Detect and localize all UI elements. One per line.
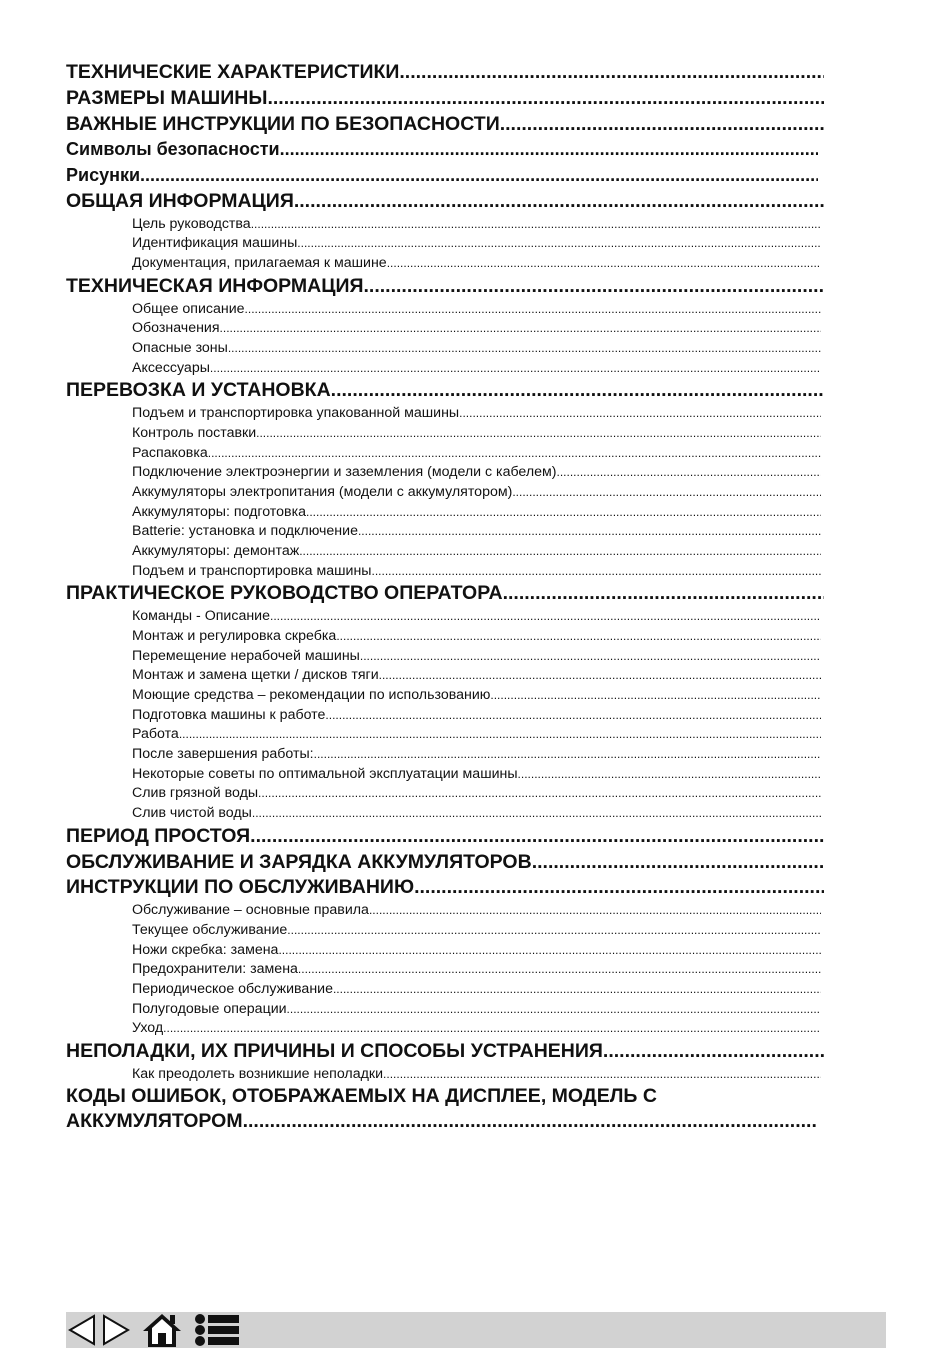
toc-subsection-entry[interactable] [66,804,821,824]
dot-leader [603,1039,824,1065]
toc-subsection-entry[interactable] [66,1000,821,1020]
table-of-contents [66,60,826,1134]
footer-navigation-bar [66,1312,886,1348]
toc-entry-title: ПРАКТИЧЕСКОЕ РУКОВОДСТВО ОПЕРАТОРА [66,582,503,605]
toc-subsection-entry[interactable] [66,1019,821,1039]
toc-subsection-entry[interactable] [66,725,821,745]
dot-leader [163,1019,821,1039]
toc-subsection-entry[interactable] [66,522,821,542]
toc-entry-title: Идентификация машины [132,235,298,252]
dot-leader [325,706,821,726]
dot-leader [490,686,821,706]
toc-entry-title: Периодическое обслуживание [132,980,333,997]
toc-entry-title: ТЕХНИЧЕСКИЕ ХАРАКТЕРИСТИКИ [66,61,400,83]
dot-leader [387,254,821,274]
toc-entry-title: Опасные зоны [132,340,228,357]
dot-leader [298,960,821,980]
toc-section-entry[interactable] [66,60,824,86]
dot-leader [258,784,821,804]
dot-leader [372,562,822,582]
toc-entry-title-line2: АККУМУЛЯТОРОМ [66,1110,243,1133]
dot-leader [243,1109,818,1134]
contents-list-icon[interactable] [192,1311,242,1349]
dot-leader [414,875,824,901]
toc-subsection-entry[interactable] [66,901,821,921]
toc-subsection-entry[interactable] [66,424,821,444]
dot-leader [297,234,821,254]
toc-entry-title: НЕПОЛАДКИ, ИХ ПРИЧИНЫ И СПОСОБЫ УСТРАНЕНИЯ [66,1039,603,1062]
toc-subsection-entry[interactable] [66,542,821,562]
toc-entry-title: ИНСТРУКЦИИ ПО ОБСЛУЖИВАНИЮ [66,876,415,899]
toc-section-entry[interactable] [66,581,824,607]
dot-leader [557,463,822,483]
toc-entry-title: Слив грязной воды [132,785,259,802]
dot-leader [280,137,818,163]
toc-subsection-entry[interactable] [66,562,821,582]
toc-subsection-entry[interactable] [66,607,821,627]
toc-subsection-entry[interactable] [66,254,821,274]
previous-page-icon[interactable] [66,1311,98,1349]
dot-leader [459,404,821,424]
toc-entry-title: Перемещение нерабочей машины [132,647,360,664]
toc-subsection-entry[interactable] [66,339,821,359]
toc-entry-title: Слив чистой воды [132,805,252,822]
toc-entry-title: РАЗМЕРЫ МАШИНЫ [66,86,268,109]
dot-leader [503,581,824,607]
toc-entry-title: ПЕРЕВОЗКА И УСТАНОВКА [66,379,331,402]
toc-entry-title: После завершения работы: [132,745,314,762]
toc-entry-title: Предохранители: замена [132,961,298,978]
dot-leader [228,339,821,359]
dot-leader [179,725,821,745]
toc-subsection-entry[interactable] [66,647,821,667]
dot-leader [252,804,821,824]
toc-entry-title: Обозначения [132,320,220,337]
dot-leader [399,60,824,86]
dot-leader [379,666,821,686]
dot-leader [278,941,821,961]
toc-entry-title: Аккумуляторы: демонтаж [132,543,300,559]
toc-section-entry[interactable] [66,137,818,163]
dot-leader [333,980,821,1000]
toc-section-entry[interactable] [66,824,824,850]
dot-leader [287,1000,821,1020]
toc-subsection-entry[interactable] [66,745,821,765]
home-icon[interactable] [140,1311,184,1349]
toc-entry-title: Уход [132,1020,164,1037]
dot-leader [140,163,818,189]
toc-entry-title: Подключение электроэнергии и заземления (модели с кабелем) [132,464,557,481]
toc-entry-title: Подъем и транспортировка упакованной машины [132,405,460,422]
toc-entry-title-line1: КОДЫ ОШИБОК, ОТОБРАЖАЕМЫХ НА ДИСПЛЕЕ, МОДЕЛЬ С [66,1085,657,1108]
toc-section-entry[interactable] [66,1039,824,1065]
toc-section-entry[interactable] [66,875,824,901]
toc-entry-title: Моющие средства – рекомендации по использованию [132,686,491,703]
dot-leader [331,378,824,404]
toc-subsection-entry[interactable] [66,765,821,785]
toc-subsection-entry[interactable] [66,686,821,706]
toc-entry-title: Аккумуляторы: подготовка [132,503,306,520]
dot-leader [512,483,821,503]
dot-leader [532,850,824,876]
toc-entry-title: Цель руководства [132,215,251,232]
toc-entry-title: Команды - Описание [132,608,270,625]
toc-entry-title: Некоторые советы по оптимальной эксплуатации машины [132,765,518,782]
toc-section-entry[interactable] [66,1084,818,1134]
dot-leader [267,86,824,112]
toc-entry-title: Монтаж и регулировка скребка [132,627,337,644]
toc-entry-title: Ножи скребка: замена [132,941,279,958]
toc-entry-title: Подъем и транспортировка машины [132,562,372,579]
toc-subsection-entry[interactable] [66,627,821,647]
toc-subsection-entry[interactable] [66,234,821,254]
dot-leader [364,274,825,300]
dot-leader [299,542,821,562]
toc-subsection-entry[interactable] [66,319,821,339]
toc-section-entry[interactable] [66,850,824,876]
toc-subsection-entry[interactable] [66,444,821,464]
toc-entry-title: Аксессуары [132,359,210,376]
dot-leader [256,424,821,444]
toc-entry-title: Работа [132,726,179,743]
toc-entry-title: Аккумуляторы электропитания (модели с аккумулятором) [132,483,513,500]
toc-entry-title: ОБЩАЯ ИНФОРМАЦИЯ [66,189,294,212]
toc-entry-title: ВАЖНЫЕ ИНСТРУКЦИИ ПО БЕЗОПАСНОСТИ [66,112,500,135]
dot-leader [245,300,821,320]
toc-section-entry[interactable] [66,274,824,300]
toc-subsection-entry[interactable] [66,666,821,686]
toc-subsection-entry[interactable] [66,784,821,804]
toc-subsection-entry[interactable] [66,483,821,503]
toc-subsection-entry[interactable] [66,215,821,235]
toc-entry-title: Текущее обслуживание [132,921,288,938]
dot-leader [287,921,821,941]
toc-subsection-entry[interactable] [66,960,821,980]
toc-entry-title-line2-row [66,1109,818,1134]
toc-subsection-entry[interactable] [66,941,821,961]
toc-subsection-entry[interactable] [66,706,821,726]
dot-leader [270,607,821,627]
toc-section-entry[interactable] [66,189,824,215]
dot-leader [358,522,821,542]
dot-leader [251,215,821,235]
toc-entry-title: ОБСЛУЖИВАНИЕ И ЗАРЯДКА АККУМУЛЯТОРОВ [66,850,532,873]
toc-entry-title: Монтаж и замена щетки / дисков тяги [132,667,379,684]
toc-section-entry[interactable] [66,112,824,138]
toc-entry-title: Общее описание [132,300,245,317]
dot-leader [294,189,824,215]
dot-leader [306,503,821,523]
toc-subsection-entry[interactable] [66,404,821,424]
toc-subsection-entry[interactable] [66,463,821,483]
toc-entry-title: Полугодовые операции [132,1000,287,1017]
dot-leader [369,901,821,921]
toc-subsection-entry[interactable] [66,921,821,941]
dot-leader [360,647,821,667]
toc-subsection-entry[interactable] [66,503,821,523]
toc-entry-title: Обслуживание – основные правила [132,902,369,919]
next-page-icon[interactable] [100,1311,132,1349]
toc-entry-title: Документация, прилагаемая к машине [132,255,387,272]
toc-entry-title: Batterie: установка и подключение [132,523,358,540]
toc-entry-title: ТЕХНИЧЕСКАЯ ИНФОРМАЦИЯ [66,274,364,297]
toc-subsection-entry[interactable] [66,980,821,1000]
dot-leader [518,765,821,785]
toc-section-entry[interactable] [66,378,824,404]
toc-entry-title: ПЕРИОД ПРОСТОЯ [66,824,251,847]
dot-leader [500,112,824,138]
toc-entry-title: Контроль поставки [132,424,257,441]
toc-entry-title: Подготовка машины к работе [132,706,326,723]
dot-leader [210,359,821,379]
toc-section-entry[interactable] [66,86,824,112]
dot-leader [383,1065,821,1085]
toc-entry-title: Символы безопасности [66,139,280,160]
dot-leader [250,824,824,850]
toc-subsection-entry[interactable] [66,300,821,320]
dot-leader [208,444,821,464]
toc-entry-title: Как преодолеть возникшие неполадки [132,1065,384,1082]
toc-section-entry[interactable] [66,163,818,189]
dot-leader [220,319,821,339]
toc-subsection-entry[interactable] [66,359,821,379]
dot-leader [314,745,821,765]
toc-entry-title: Рисунки [66,165,141,186]
toc-subsection-entry[interactable] [66,1065,821,1085]
toc-entry-title: Распаковка [132,444,208,461]
dot-leader [336,627,821,647]
